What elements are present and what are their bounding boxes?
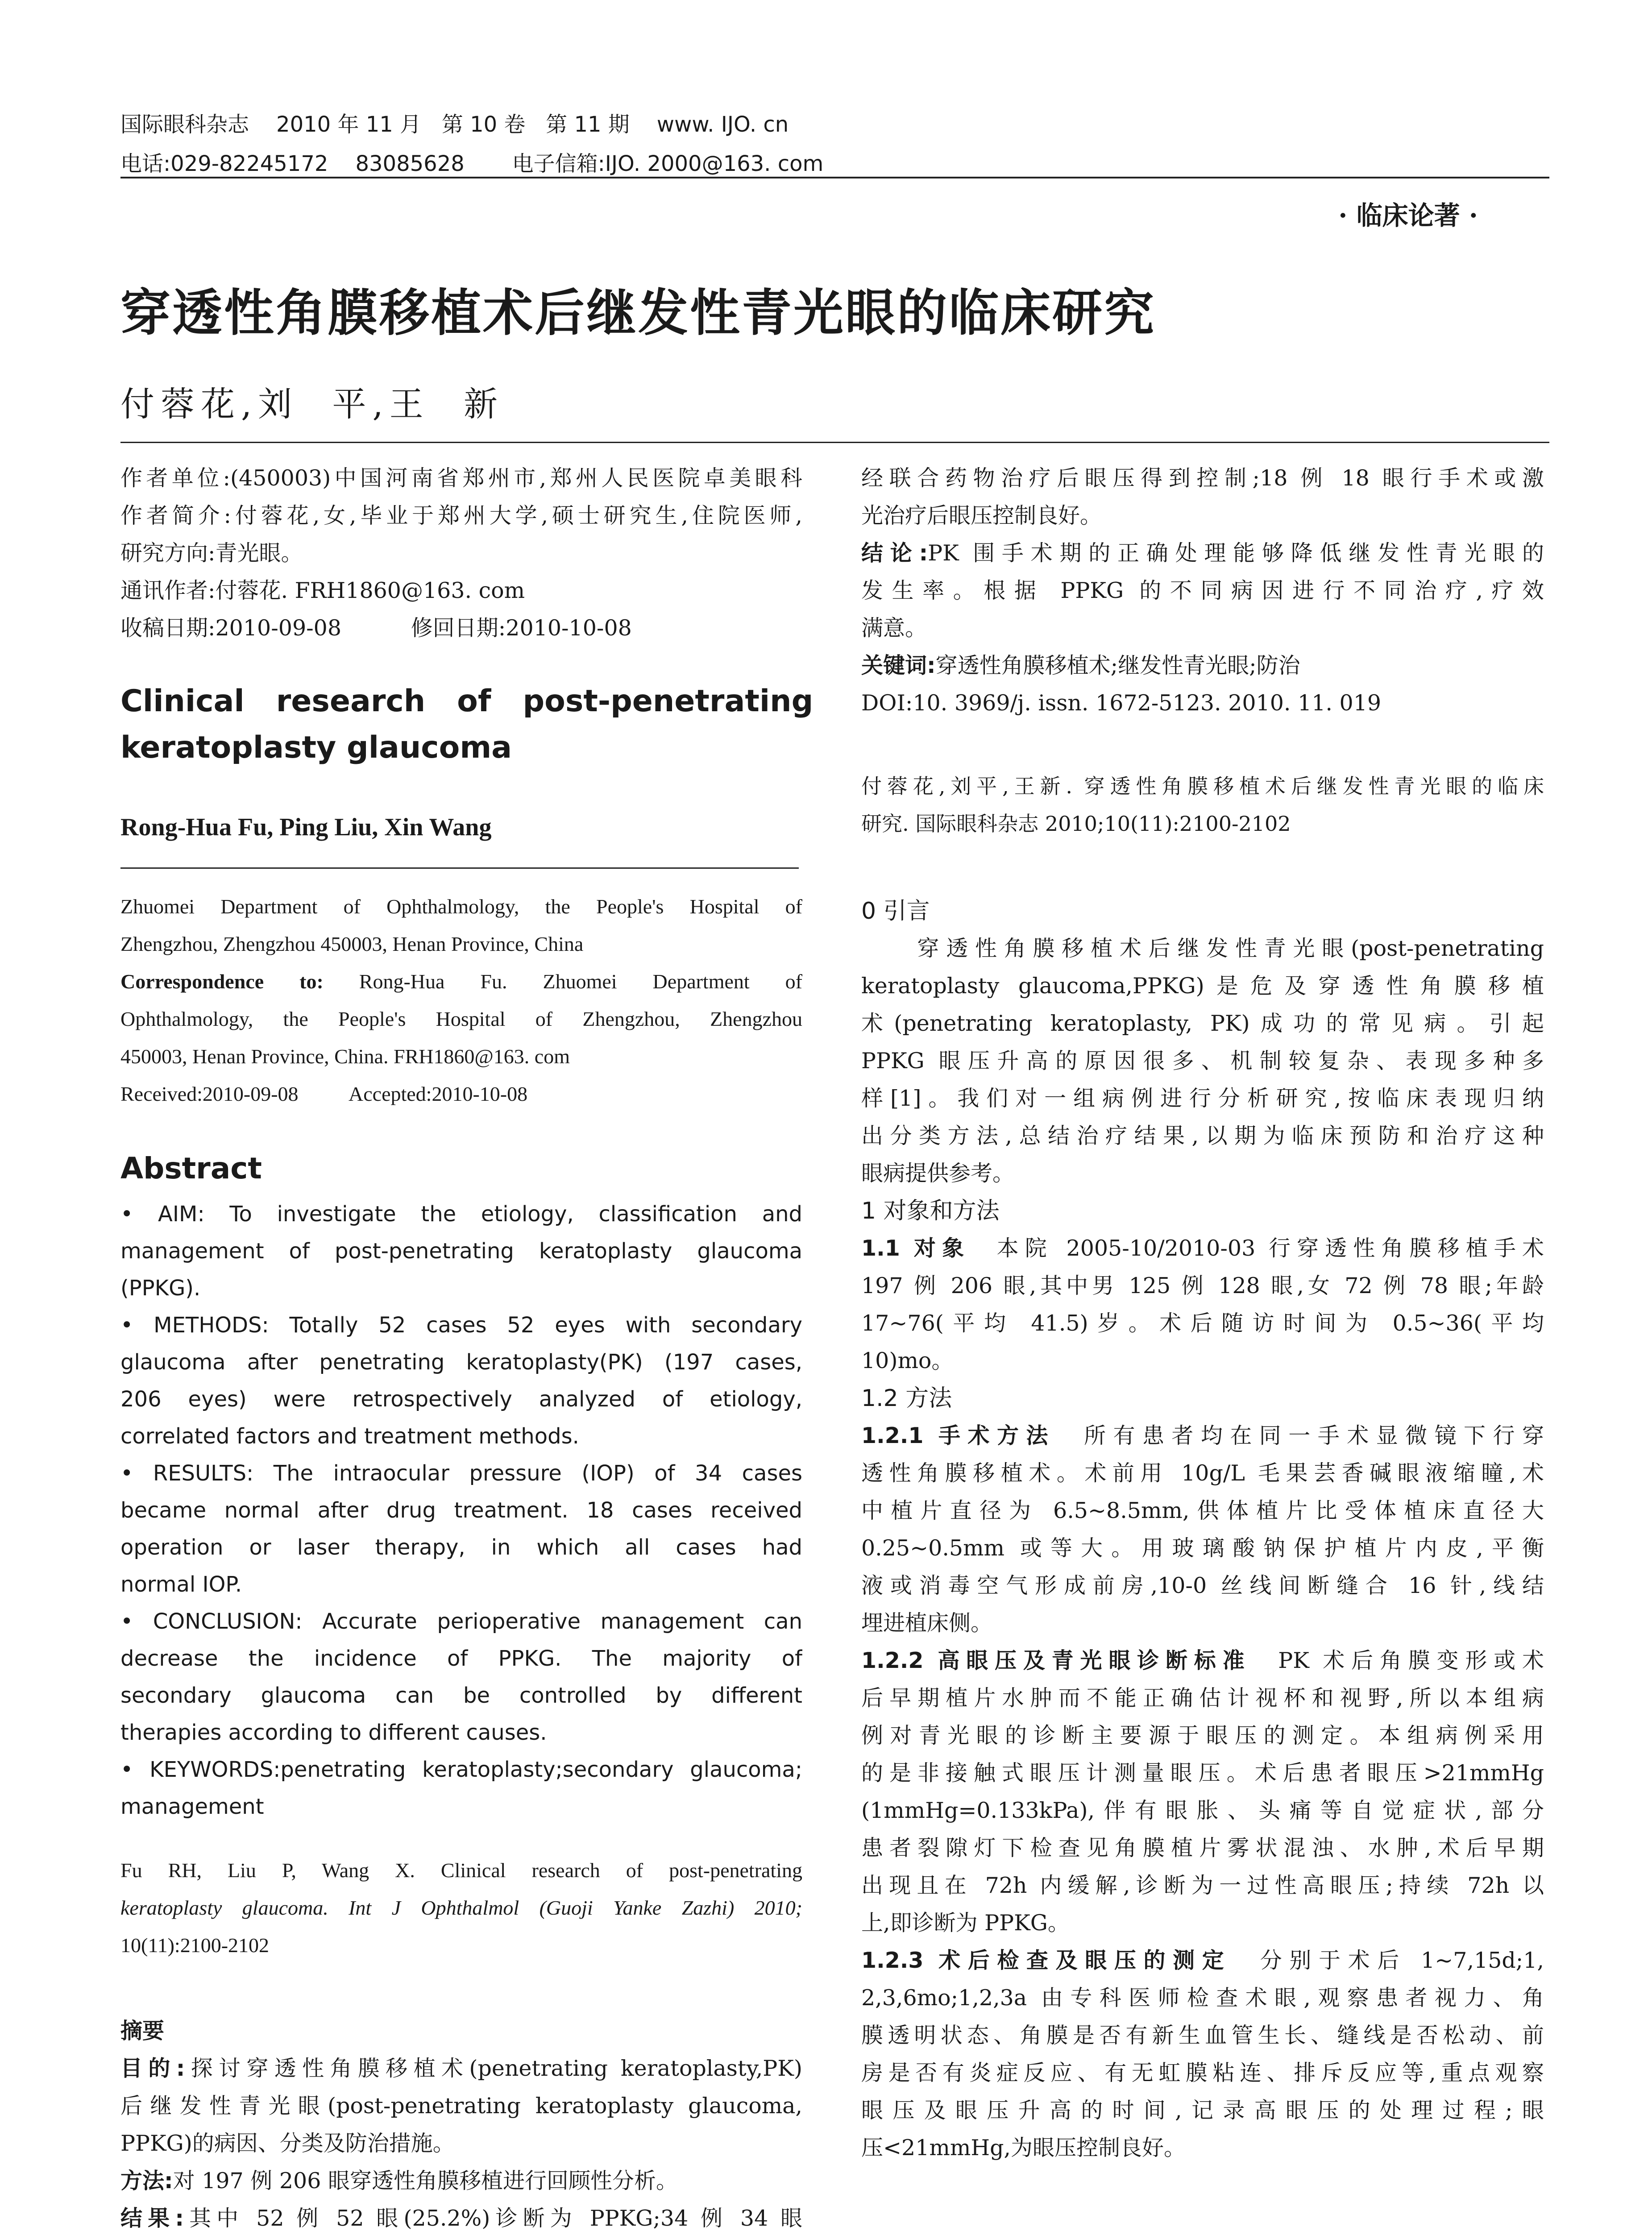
s123-label: 1.2.3 术后检查及眼压的测定 (861, 1948, 1232, 1973)
doi: DOI:10. 3969/j. issn. 1672-5123. 2010. 11. 019 (861, 690, 1382, 716)
abstract-line: 206 eyes) were retrospectively analyzed of etiology, (120, 1387, 802, 1412)
intro-line: keratoplasty glaucoma,PPKG)是危及穿透性角膜移植 (861, 973, 1544, 999)
author-info-line: 作者单位:(450003)中国河南省郑州市,郑州人民医院卓美眼科 (120, 465, 802, 491)
zh-abstract (120, 2012, 802, 2231)
citation-en (120, 1852, 802, 1964)
correspondence-line: Rong-Hua Fu. Zhuomei Department of (359, 970, 802, 993)
result-text: 其中 52 例 52 眼(25.2%)诊断为 PPKG;34 例 34 眼 (183, 2206, 802, 2231)
abstract-line: decrease the incidence of PPKG. The majority of (120, 1646, 802, 1671)
s122-text: 例对青光眼的诊断主要源于眼压的测定。本组病例采用 (861, 1723, 1544, 1748)
header-rule (120, 177, 1549, 178)
abstract-line: (PPKG). (120, 1276, 201, 1301)
keywords-text: 穿透性角膜移植术;继发性青光眼;防治 (935, 653, 1300, 678)
method-label: 方法: (120, 2168, 173, 2194)
conclusion-label: 结论: (861, 540, 928, 566)
intro-line: PPKG 眼压升高的原因很多、机制较复杂、表现多种多 (861, 1048, 1544, 1074)
intro-line: 眼病提供参考。 (861, 1161, 1015, 1186)
aim-text: 后继发性青光眼(post-penetrating keratoplasty glaucoma, (120, 2093, 802, 2119)
aim-text: 探讨穿透性角膜移植术(penetrating keratoplasty,PK) (185, 2056, 802, 2081)
author-info-line: 通讯作者:付蓉花. FRH1860@163. com (120, 578, 525, 603)
s122-text: 的是非接触式眼压计测量眼压。术后患者眼压>21mmHg (861, 1760, 1544, 1786)
journal-header-line1: 国际眼科杂志 2010 年 11 月 第 10 卷 第 11 期 www. IJO. cn (120, 112, 789, 137)
s122-text: PK 术后角膜变形或术 (1251, 1648, 1544, 1673)
conclusion-text: 满意。 (861, 615, 927, 641)
aim-text: PPKG)的病因、分类及防治措施。 (120, 2131, 455, 2156)
aim-label: 目的: (120, 2056, 185, 2081)
citation-cn (861, 767, 1544, 842)
result-text: 经联合药物治疗后眼压得到控制;18 例 18 眼行手术或激 (861, 465, 1544, 491)
s123-text: 分别于术后 1~7,15d;1, (1231, 1948, 1544, 1973)
s121-label: 1.2.1 手术方法 (861, 1423, 1055, 1448)
s11-label: 1.1 对象 (861, 1236, 971, 1261)
s122-text: 出现且在 72h 内缓解,诊断为一过性高眼压;持续 72h 以 (861, 1873, 1544, 1898)
abstract-line: therapies according to different causes. (120, 1720, 547, 1745)
s121-text: 所有患者均在同一手术显微镜下行穿 (1055, 1423, 1544, 1448)
english-title-line: keratoplasty glaucoma (120, 730, 512, 765)
methods-heading: 1 对象和方法 (861, 1198, 1000, 1224)
s121-text: 埋进植床侧。 (861, 1610, 993, 1636)
s122-text: 上,即诊断为 PPKG。 (861, 1910, 1070, 1936)
s122-text: (1mmHg=0.133kPa),伴有眼胀、头痛等自觉症状,部分 (861, 1798, 1544, 1823)
authors-rule (120, 867, 799, 869)
author-info-line: 收稿日期:2010-09-08 修回日期:2010-10-08 (120, 615, 632, 641)
section-tag: · 临床论著 · (1338, 200, 1478, 231)
abstract-line: • AIM: To investigate the etiology, classification and (120, 1202, 802, 1227)
authors-cn: 付蓉花,刘 平,王 新 (120, 384, 504, 424)
journal-header-line2: 电话:029-82245172 83085628 电子信箱:IJO. 2000@163. com (120, 151, 824, 176)
s123-text: 房是否有炎症反应、有无虹膜粘连、排斥反应等,重点观察 (861, 2060, 1544, 2086)
s11-text: 197 例 206 眼,其中男 125 例 128 眼,女 72 例 78 眼;年龄 (861, 1273, 1544, 1298)
abstract-line: • RESULTS: The intraocular pressure (IOP) of 34 cases (120, 1461, 802, 1486)
affiliation-line: Zhengzhou, Zhengzhou 450003, Henan Province, China (120, 933, 584, 955)
received-dates: Received:2010-09-08 Accepted:2010-10-08 (120, 1082, 528, 1105)
s122-label: 1.2.2 高眼压及青光眼诊断标准 (861, 1648, 1251, 1673)
correspondence-line: Ophthalmology, the People's Hospital of Zhengzhou, Zhengzhou (120, 1008, 802, 1030)
citation-en-line: 10(11):2100-2102 (120, 1934, 270, 1957)
correspondence-label: Correspondence to: (120, 970, 324, 993)
s12-heading: 1.2 方法 (861, 1385, 952, 1412)
s121-text: 0.25~0.5mm 或等大。用玻璃酸钠保护植片内皮,平衡 (861, 1535, 1544, 1561)
abstract-line: correlated factors and treatment methods. (120, 1424, 579, 1449)
citation-en-line: keratoplasty glaucoma. Int J Ophthalmol (Guoji Yanke Zazhi) 2010; (120, 1896, 802, 1919)
author-info-line: 作者简介:付蓉花,女,毕业于郑州大学,硕士研究生,住院医师, (120, 503, 802, 528)
affiliation-line: Zhuomei Department of Ophthalmology, the People's Hospital of (120, 895, 802, 918)
s11-text: 本院 2005-10/2010-03 行穿透性角膜移植手术 (970, 1236, 1544, 1261)
s123-text: 压<21mmHg,为眼压控制良好。 (861, 2135, 1186, 2161)
s123-text: 2,3,6mo;1,2,3a 由专科医师检查术眼,观察患者视力、角 (861, 1985, 1544, 2011)
english-authors: Rong-Hua Fu, Ping Liu, Xin Wang (120, 813, 492, 841)
s121-text: 中植片直径为 6.5~8.5mm,供体植片比受体植床直径大 (861, 1498, 1544, 1523)
abstract-line: • KEYWORDS:penetrating keratoplasty;secondary glaucoma; (120, 1757, 802, 1782)
abstract-heading: Abstract (120, 1151, 262, 1186)
abstract-line: • CONCLUSION: Accurate perioperative management can (120, 1609, 802, 1634)
english-title (120, 678, 814, 771)
intro-heading: 0 引言 (861, 898, 930, 925)
s11-text: 10)mo。 (861, 1348, 954, 1373)
keywords-label: 关键词: (861, 653, 936, 678)
title-rule (120, 442, 1549, 443)
method-text: 对 197 例 206 眼穿透性角膜移植进行回顾性分析。 (173, 2168, 678, 2194)
abstract-line: normal IOP. (120, 1572, 242, 1597)
abstract-line: operation or laser therapy, in which all cases had (120, 1535, 802, 1560)
result-text: 光治疗后眼压控制良好。 (861, 503, 1102, 528)
s11-text: 17~76(平均 41.5)岁。术后随访时间为 0.5~36(平均 (861, 1310, 1544, 1336)
conclusion-text: PK 围手术期的正确处理能够降低继发性青光眼的 (928, 540, 1544, 566)
abstract-body (120, 1196, 802, 1825)
zh-abstract-heading: 摘要 (120, 2018, 165, 2044)
citation-cn-line: 研究. 国际眼科杂志 2010;10(11):2100-2102 (861, 812, 1291, 836)
article-title: 穿透性角膜移植术后继发性青光眼的临床研究 (120, 284, 1156, 342)
citation-cn-line: 付蓉花,刘平,王新. 穿透性角膜移植术后继发性青光眼的临床 (861, 774, 1544, 798)
english-title-line: Clinical research of post-penetrating (120, 684, 814, 719)
citation-en-line: Fu RH, Liu P, Wang X. Clinical research of post-penetrating (120, 1859, 802, 1882)
abstract-line: became normal after drug treatment. 18 cases received (120, 1498, 802, 1523)
affiliation (120, 888, 802, 1113)
s121-text: 透性角膜移植术。术前用 10g/L 毛果芸香碱眼液缩瞳,术 (861, 1460, 1544, 1486)
intro-line: 出分类方法,总结治疗结果,以期为临床预防和治疗这种 (861, 1123, 1544, 1149)
s121-text: 液或消毒空气形成前房,10-0 丝线间断缝合 16 针,线结 (861, 1573, 1544, 1598)
conclusion-text: 发生率。根据 PPKG 的不同病因进行不同治疗,疗效 (861, 578, 1544, 603)
zh-abstract-cont (861, 460, 1544, 722)
intro-line: 穿透性角膜移植术后继发性青光眼(post-penetrating (861, 936, 1544, 961)
s123-text: 眼压及眼压升高的时间,记录高眼压的处理过程;眼 (861, 2098, 1544, 2123)
s123-text: 膜透明状态、角膜是否有新生血管生长、缝线是否松动、前 (861, 2023, 1544, 2048)
intro-line: 样[1]。我们对一组病例进行分析研究,按临床表现归纳 (861, 1086, 1544, 1111)
result-label: 结果: (120, 2206, 184, 2231)
author-info-line: 研究方向:青光眼。 (120, 540, 303, 566)
abstract-line: management of post-penetrating keratoplasty glaucoma (120, 1239, 802, 1264)
s122-text: 后早期植片水肿而不能正确估计视杯和视野,所以本组病 (861, 1685, 1544, 1711)
author-info (120, 460, 802, 647)
s122-text: 患者裂隙灯下检查见角膜植片雾状混浊、水肿,术后早期 (861, 1835, 1544, 1861)
abstract-line: • METHODS: Totally 52 cases 52 eyes with secondary (120, 1313, 802, 1338)
intro-line: 术(penetrating keratoplasty, PK)成功的常见病。引起 (861, 1011, 1544, 1036)
body-text (861, 892, 1544, 2167)
abstract-line: management (120, 1794, 264, 1819)
abstract-line: glaucoma after penetrating keratoplasty(PK) (197 cases, (120, 1350, 802, 1375)
correspondence-line: 450003, Henan Province, China. FRH1860@163. com (120, 1045, 570, 1068)
abstract-line: secondary glaucoma can be controlled by different (120, 1683, 802, 1708)
